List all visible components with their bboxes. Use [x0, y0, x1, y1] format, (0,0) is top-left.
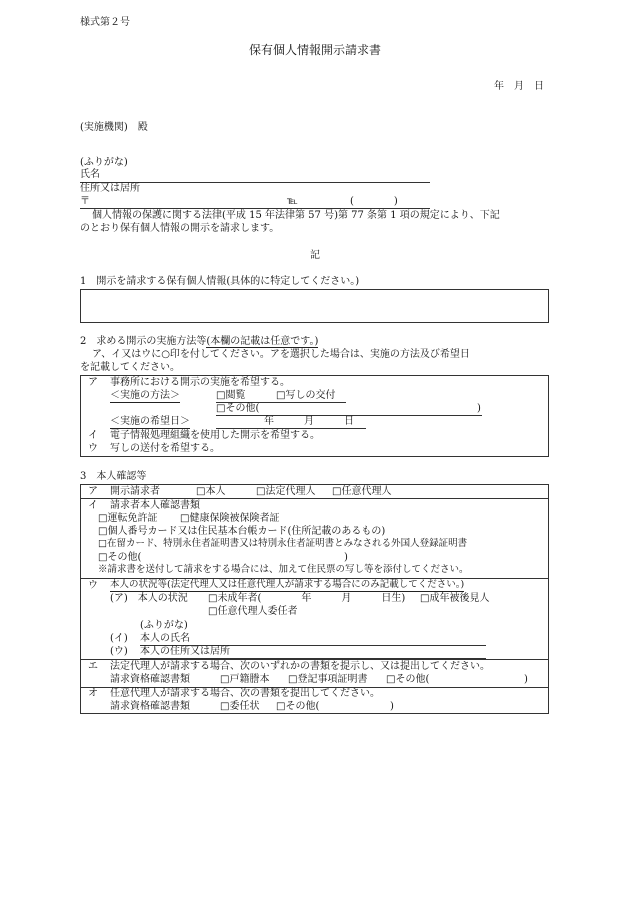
- intro-line-2: のとおり保有個人情報の開示を請求します。: [80, 223, 280, 234]
- s3-a-opt-legal[interactable]: □ 法定代理人: [256, 486, 315, 498]
- s3-u1-guardian[interactable]: □ 成年被後見人: [420, 593, 489, 605]
- s3-e-koseki[interactable]: □ 戸籍謄本: [220, 674, 269, 686]
- s3-row-divider-1: [80, 498, 549, 499]
- s3-u-mark: ウ: [88, 580, 98, 591]
- s3-u-furigana: (ふりがな): [140, 620, 188, 631]
- s2-date-underline: [216, 428, 366, 429]
- form-number: 様式第２号: [80, 17, 130, 28]
- s2-i-text: 電子情報処理組織を使用した開示を希望する。: [110, 430, 320, 441]
- addressee: (実施機関) 殿: [80, 122, 148, 133]
- s3-a-opt-self[interactable]: □ 本人: [196, 486, 225, 498]
- s3-o-other-close: ): [390, 701, 394, 712]
- s3-doc-residence[interactable]: □ 在留カード、特別永住者証明書又は特別永住者証明書とみなされる外国人登録証明書: [98, 539, 467, 550]
- section2-title-note: (本欄の記載は任意です。): [206, 336, 319, 347]
- s3-doc-insurance[interactable]: □ 健康保険被保険者証: [180, 513, 279, 525]
- ki-heading: 記: [310, 250, 320, 261]
- s2-i-mark: イ: [88, 430, 98, 441]
- section1-input-box[interactable]: [80, 289, 549, 323]
- s3-i-mark: イ: [88, 500, 98, 511]
- s3-e-other[interactable]: □ その他(: [386, 674, 429, 686]
- s3-o-mark: オ: [88, 688, 98, 699]
- section2-desc-1: ア、イ又はウに○印を付してください。アを選択した場合は、実施の方法及び希望日: [92, 349, 470, 360]
- s3-u3-label: (ウ): [110, 646, 128, 657]
- s3-doc-mynumber[interactable]: □ 個人番号カード又は住民基本台帳カード(住所記載のあるもの): [98, 526, 385, 538]
- s3-u1-label: (ア) 本人の状況: [110, 593, 188, 604]
- s3-row-divider-3: [80, 659, 549, 660]
- s2-u-mark: ウ: [88, 443, 98, 454]
- s3-o-other[interactable]: □ その他(: [276, 701, 319, 713]
- s3-u3-text: 本人の住所又は居所: [140, 646, 230, 657]
- address-label: 住所又は居所: [80, 183, 140, 194]
- s3-note: ※請求書を送付して請求をする場合には、加えて住民票の写し等を添付してください。: [98, 564, 469, 575]
- s3-u1-delegator[interactable]: □ 任意代理人委任者: [208, 606, 297, 618]
- s2-date-fields[interactable]: 年 月 日: [264, 416, 354, 427]
- name-label: 氏名: [80, 169, 100, 180]
- s3-doc-other[interactable]: □ その他(: [98, 552, 141, 564]
- s3-i-label: 請求者本人確認書類: [110, 500, 200, 511]
- s3-e-text: 法定代理人が請求する場合、次のいずれかの書類を提示し、又は提出してください。: [110, 661, 490, 672]
- s3-a-mark: ア: [88, 486, 98, 497]
- s3-o-proxy[interactable]: □ 委任状: [220, 701, 259, 713]
- s3-u2-label: (イ): [110, 633, 128, 644]
- date-line: 年 月 日: [494, 81, 544, 92]
- tel-mark: ℡: [287, 196, 298, 207]
- s2-opt-other-close: ): [477, 403, 481, 414]
- section1-title: 1 開示を請求する保有個人情報(具体的に特定してください。): [80, 276, 360, 287]
- s2-opt-other[interactable]: □ その他(: [216, 403, 259, 415]
- intro-line-1: 個人情報の保護に関する法律(平成 15 年法律第 57 号)第 77 条第 1 項の規定により、下記: [92, 210, 500, 221]
- section2-title: [80, 336, 318, 348]
- s2-method-label: ＜実施の方法＞: [110, 390, 180, 401]
- furigana-label: (ふりがな): [80, 157, 128, 168]
- address-underline: [80, 208, 430, 209]
- s2-u-text: 写しの送付を希望する。: [110, 443, 220, 454]
- s3-u2-text: 本人の氏名: [140, 633, 190, 644]
- section2-desc-2: を記載してください。: [80, 362, 180, 373]
- s2-a-text: 事務所における開示の実施を希望する。: [110, 377, 290, 388]
- s3-doc-license[interactable]: □ 運転免許証: [98, 513, 157, 525]
- section2-title-prefix: 2 求める開示の実施方法等: [80, 336, 207, 347]
- tel-paren: ( ): [350, 196, 398, 207]
- s2-opt-copy[interactable]: □ 写しの交付: [276, 390, 335, 402]
- s3-o-label: 請求資格確認書類: [110, 701, 190, 712]
- s2-opt-view[interactable]: □ 閲覧: [216, 390, 245, 402]
- s2-date-label: ＜実施の希望日＞: [110, 416, 190, 427]
- s3-e-label: 請求資格確認書類: [110, 674, 190, 685]
- s3-o-text: 任意代理人が請求する場合、次の書類を提出してください。: [110, 688, 380, 699]
- s3-e-other-close: ): [524, 674, 528, 685]
- section3-title: 3 本人確認等: [80, 471, 147, 482]
- s3-e-mark: エ: [88, 661, 98, 672]
- s3-u-text: 本人の状況等(法定代理人又は任意代理人が請求する場合にのみ記載してください。): [110, 579, 465, 590]
- s3-doc-other-close: ): [344, 552, 348, 563]
- page-title: 保有個人情報開示請求書: [248, 43, 381, 57]
- s3-u1-minor[interactable]: □ 未成年者( 年 月 日生): [208, 593, 405, 605]
- postal-mark: 〒: [80, 196, 90, 207]
- s3-a-opt-voluntary[interactable]: □ 任意代理人: [332, 486, 391, 498]
- s3-e-registry[interactable]: □ 登記事項証明書: [288, 674, 367, 686]
- s3-a-label: 開示請求者: [110, 486, 160, 497]
- s2-a-mark: ア: [88, 377, 98, 388]
